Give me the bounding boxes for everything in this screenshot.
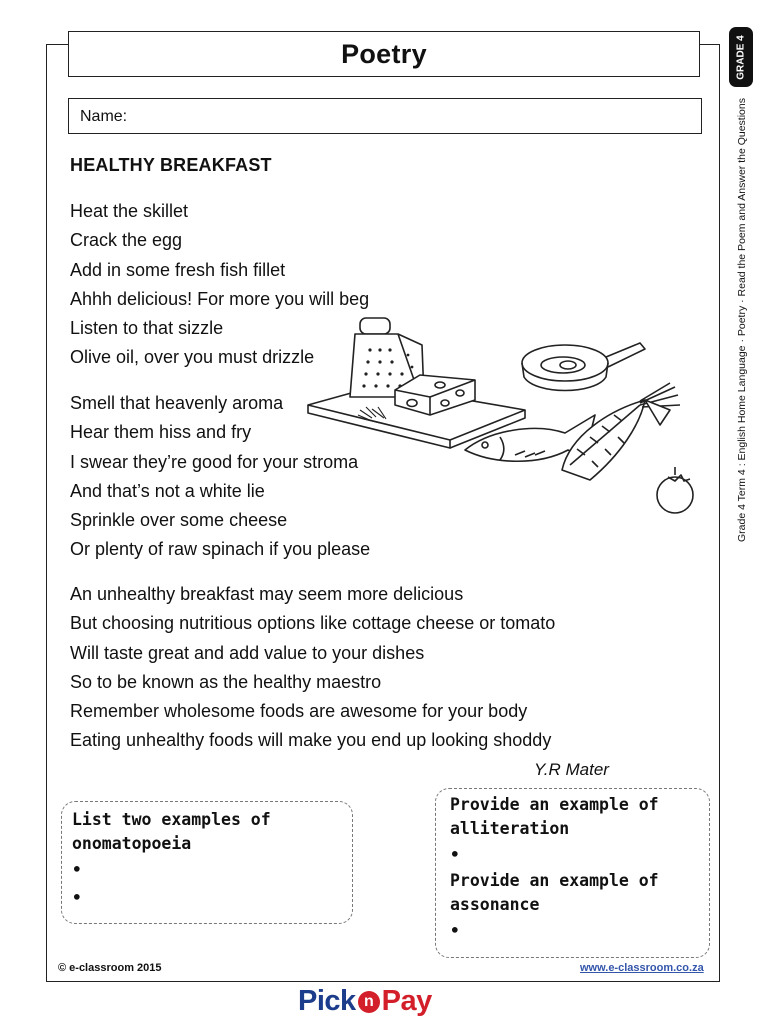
poem-line: Heat the skillet [70, 201, 189, 221]
poem-line: Sprinkle over some cheese [70, 510, 288, 531]
frying-pan-icon [522, 343, 645, 391]
poem-line: Crack the egg [70, 230, 183, 251]
logo-n: n [358, 991, 380, 1013]
poem-author: Y.R Mater [534, 760, 609, 779]
breakfast-illustration [300, 315, 705, 520]
poem-line: Will taste great and add value to your dishes [70, 642, 425, 663]
footer-url-link[interactable]: www.e-classroom.co.za [580, 962, 704, 974]
poem-line: Ahhh delicious! For more you will beg [70, 288, 370, 309]
name-field-label: Name: [80, 108, 128, 125]
onomatopoeia-prompt-line1: List two examples of [72, 810, 271, 829]
poem-line: Remember wholesome foods are awesome for your body [70, 701, 528, 722]
alliteration-assonance-question-box[interactable] [435, 788, 710, 958]
sidebar-description: Grade 4 Term 4 : English Home Language · Poetry · Read the Poem and Answer the Questions [736, 98, 748, 542]
alliteration-prompt-line2: alliteration [450, 819, 570, 838]
poem-line: So to be known as the healthy maestro [70, 671, 382, 692]
logo-pay: Pay [381, 985, 432, 1017]
poem-line: Add in some fresh fish fillet [70, 259, 286, 280]
grade-badge-label: GRADE 4 [735, 34, 747, 80]
name-field[interactable] [68, 98, 702, 134]
onomatopoeia-prompt-line2: onomatopoeia [72, 834, 192, 853]
tomato-icon [657, 467, 693, 513]
poem-line: Olive oil, over you must drizzle [70, 347, 315, 368]
logo-pick: Pick [298, 985, 356, 1017]
poem-line: I swear they’re good for your stroma [70, 451, 359, 472]
page-title: Poetry [68, 31, 700, 77]
assonance-prompt-line1: Provide an example of [450, 871, 659, 890]
poem-line: Smell that heavenly aroma [70, 393, 284, 413]
onomatopoeia-question-box[interactable] [61, 801, 353, 924]
footer-copyright: © e-classroom 2015 [58, 962, 162, 974]
poem-line: Eating unhealthy foods will make you end up looking shoddy [70, 730, 552, 751]
poem-line: And that’s not a white lie [70, 480, 265, 501]
answer-bullet-1: • [72, 860, 82, 879]
poem-line: But choosing nutritious options like cottage cheese or tomato [70, 613, 556, 634]
poem-line: Hear them hiss and fry [70, 422, 252, 443]
poem-title: HEALTHY BREAKFAST [70, 155, 272, 175]
alliteration-answer-bullet: • [450, 845, 460, 864]
poem-line: An unhealthy breakfast may seem more delicious [70, 584, 464, 604]
assonance-prompt-line2: assonance [450, 895, 540, 914]
poem-line: Listen to that sizzle [70, 318, 224, 339]
assonance-answer-bullet: • [450, 921, 460, 940]
stanza-3 [70, 580, 555, 756]
answer-bullet-2: • [72, 888, 82, 907]
grade-badge [729, 27, 753, 87]
poem-line: Or plenty of raw spinach if you please [70, 539, 371, 560]
alliteration-prompt-line1: Provide an example of [450, 795, 659, 814]
pick-n-pay-logo [298, 985, 432, 1018]
